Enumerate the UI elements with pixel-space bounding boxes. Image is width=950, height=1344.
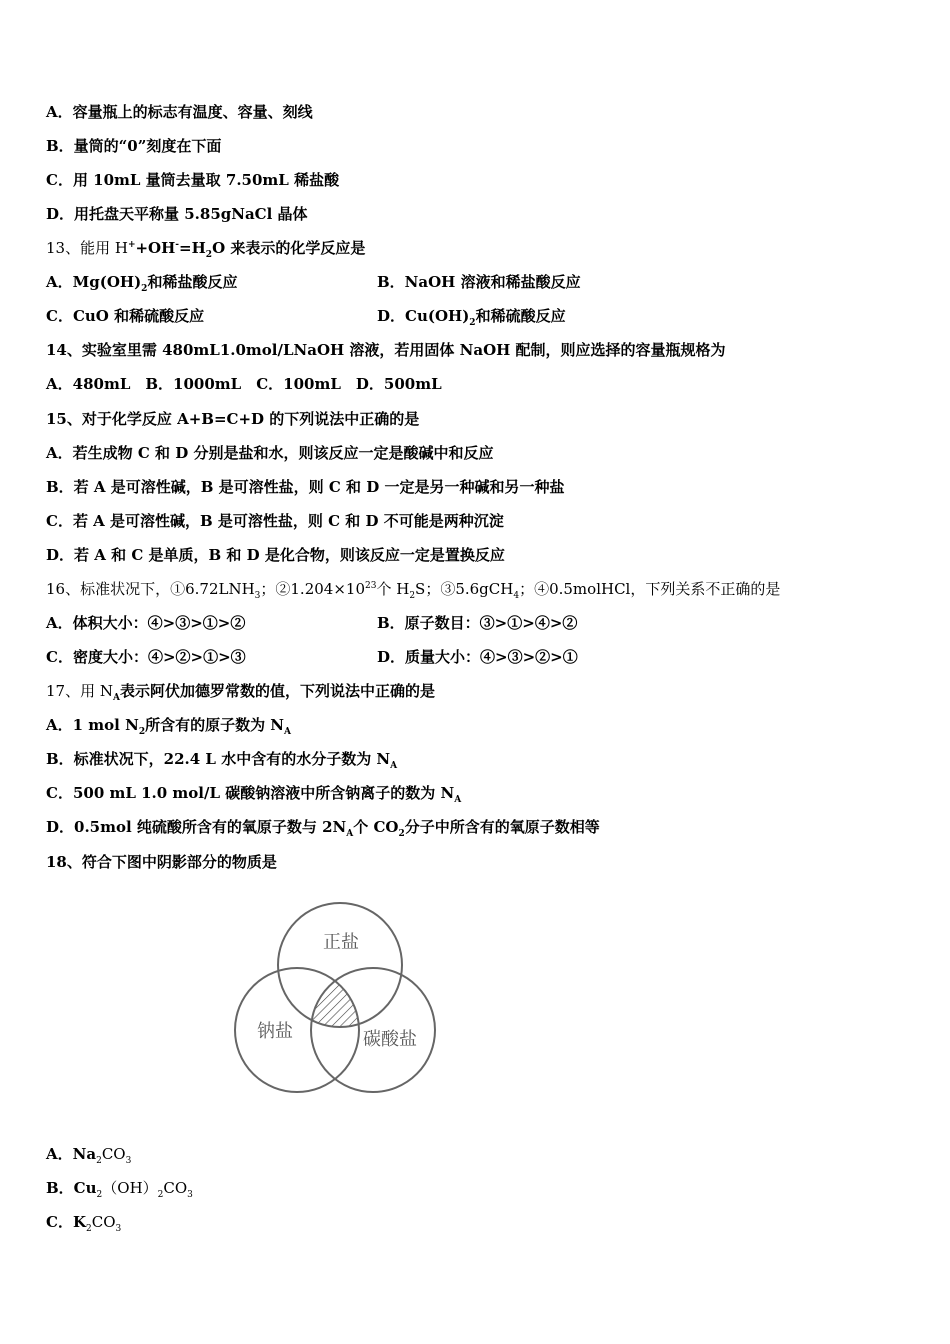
q13-option-c: C．CuO 和稀硫酸反应 [46, 307, 205, 325]
q17-option-c: C．500 mL 1.0 mol/L 碳酸钠溶液中所含钠离子的数为 $N_A$ [46, 784, 462, 805]
q16-option-a: A．体积大小：④>③>①>② [46, 614, 246, 632]
venn-diagram-svg [225, 895, 455, 1095]
q12-option-a: A．容量瓶上的标志有温度、容量、刻线 [46, 103, 313, 121]
venn-diagram [225, 895, 455, 1095]
q15-option-c: C．若 A 是可溶性碱，B 是可溶性盐，则 C 和 D 不可能是两种沉淀 [46, 512, 504, 530]
q18-option-c: C．$K_2CO_3$ [46, 1213, 122, 1234]
q15-option-b: B．若 A 是可溶性碱，B 是可溶性盐，则 C 和 D 一定是另一种碱和另一种盐 [46, 478, 565, 496]
venn-circle-left [235, 968, 359, 1092]
q15-stem: 15、对于化学反应 A+B=C+D 的下列说法中正确的是 [46, 410, 420, 428]
q18-option-b: B．$Cu_2(OH)_2CO_3$ [46, 1179, 193, 1200]
q15-option-a: A．若生成物 C 和 D 分别是盐和水，则该反应一定是酸碱中和反应 [46, 444, 494, 462]
q14-stem: 14、实验室里需 480mL1.0mol/LNaOH 溶液，若用固体 NaOH 配制，则应选择的容量瓶规格为 [46, 341, 726, 359]
q12-option-b: B．量筒的“0”刻度在下面 [46, 137, 222, 155]
q13-stem: 13、能用 $H^++OH^-=H_2O$ 来表示的化学反应是 [46, 239, 366, 260]
venn-label-top: 正盐 [323, 932, 359, 953]
q16-stem: 16、标准状况下，$①6.72LNH_3$；$②1.204\times 10^{23}$个 $H_2S$；③5.6gCH$_4$；④0.5molHCl，下列关系不正确的是 [46, 580, 781, 601]
q15-option-d: D．若 A 和 C 是单质，B 和 D 是化合物，则该反应一定是置换反应 [46, 546, 505, 564]
venn-label-left: 钠盐 [257, 1021, 293, 1042]
q14-options: A．480mL B．1000mL C．100mL D．500mL [46, 375, 442, 393]
q18-option-a: A．$Na_2CO_3$ [46, 1145, 132, 1166]
q13-option-a: A．$Mg(OH)_2$和稀盐酸反应 [46, 273, 238, 294]
q16-option-c: C．密度大小：④>②>①>③ [46, 648, 246, 666]
venn-label-right: 碳酸盐 [363, 1029, 417, 1050]
q17-option-d: D．0.5mol 纯硫酸所含有的氧原子数与 $2N_A$个 $CO_2$分子中所含有的氧原子数相等 [46, 818, 600, 839]
q12-option-d: D．用托盘天平称量 5.85gNaCl 晶体 [46, 205, 308, 223]
q17-option-b: B．标准状况下，22.4 L 水中含有的水分子数为 $N_A$ [46, 750, 398, 771]
q13-option-b: B．NaOH 溶液和稀盐酸反应 [377, 273, 581, 291]
q12-option-c: C．用 10mL 量筒去量取 7.50mL 稀盐酸 [46, 171, 340, 189]
q18-stem: 18、符合下图中阴影部分的物质是 [46, 853, 277, 871]
q16-option-b: B．原子数目：③>①>④>② [377, 614, 578, 632]
q17-option-a: A．1 mol $N_2$所含有的原子数为 $N_A$ [46, 716, 291, 737]
q16-option-d: D．质量大小：④>③>②>① [377, 648, 578, 666]
q13-option-d: D．$Cu(OH)_2$和稀硫酸反应 [377, 307, 566, 328]
q17-stem: 17、用 $N_A$表示阿伏加德罗常数的值，下列说法中正确的是 [46, 682, 435, 703]
